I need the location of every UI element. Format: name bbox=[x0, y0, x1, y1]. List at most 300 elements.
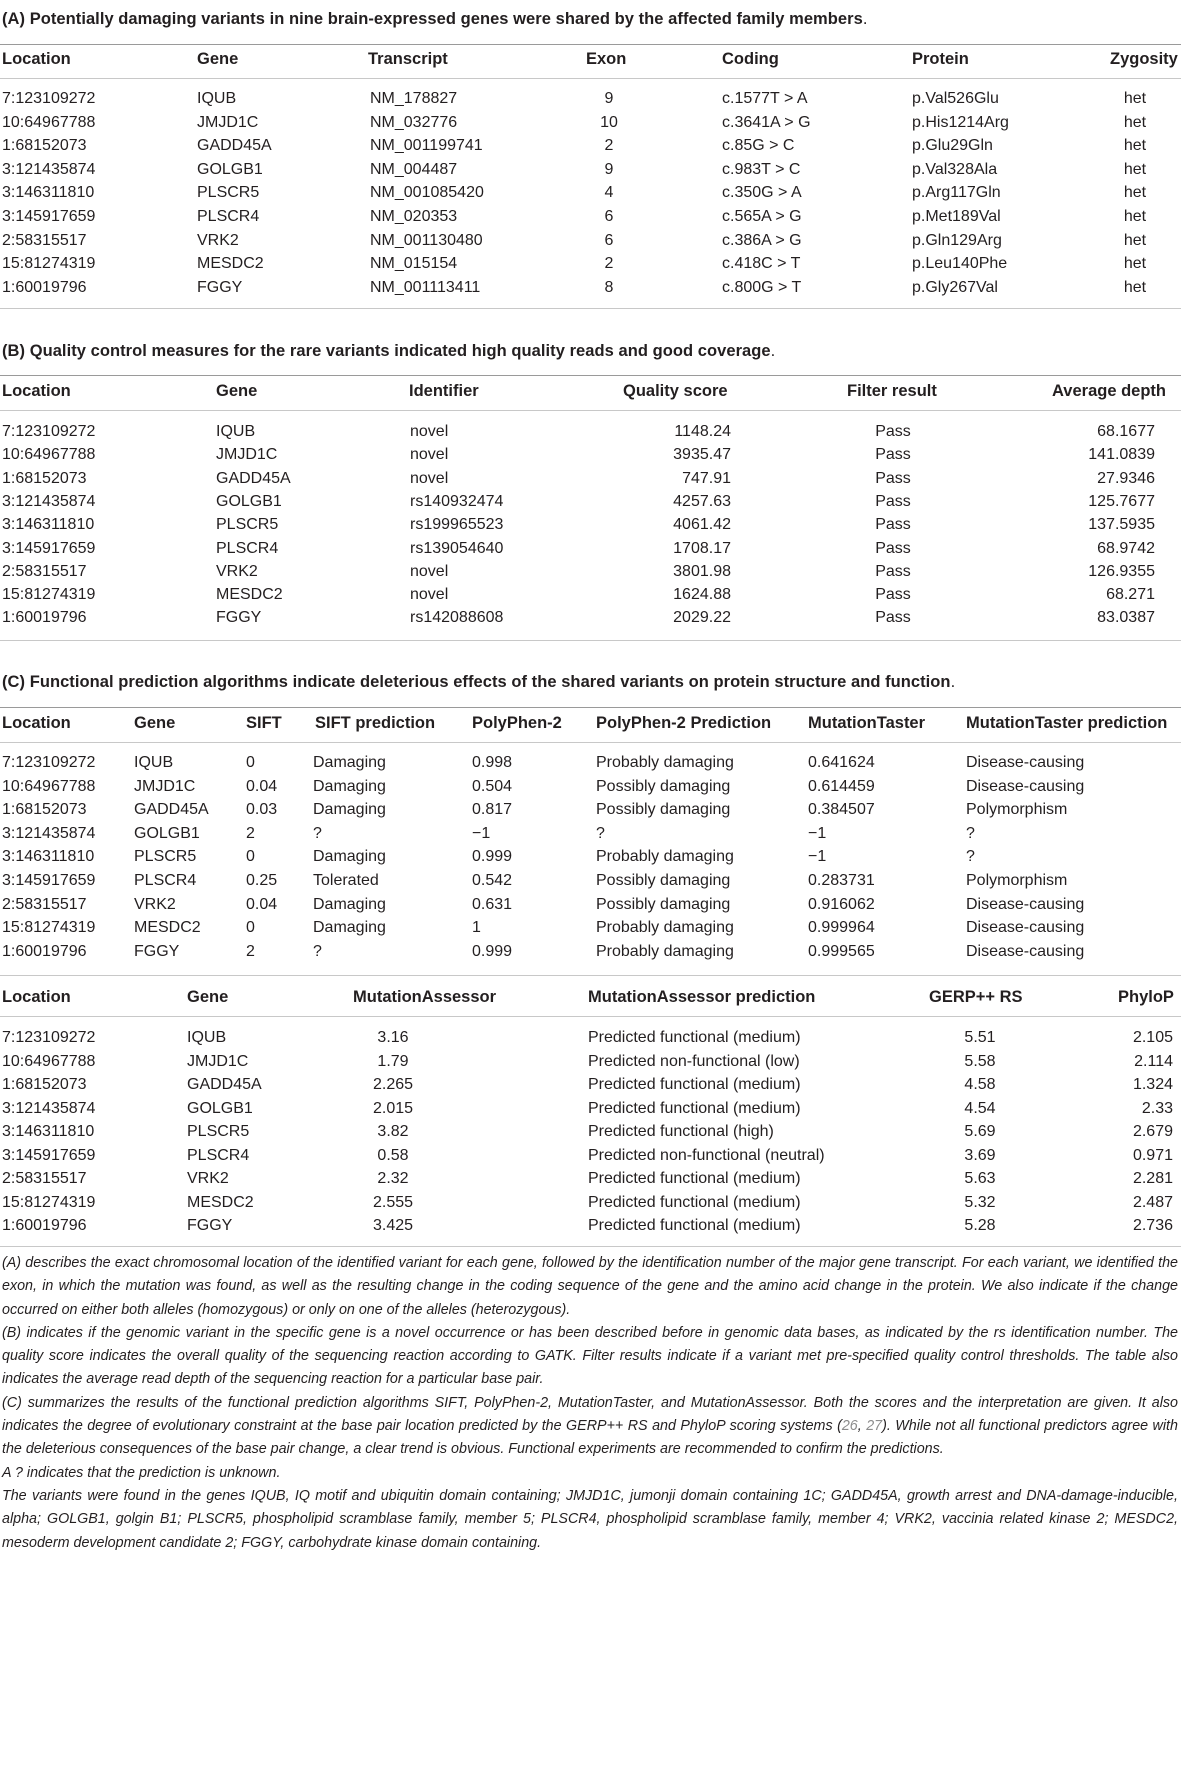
table-cell: 0.504 bbox=[472, 777, 513, 795]
table-cell: 4257.63 bbox=[673, 492, 731, 510]
table-cell: 3935.47 bbox=[673, 446, 731, 464]
table-cell: het bbox=[1123, 90, 1147, 107]
table-row bbox=[0, 941, 1181, 963]
table-cell: 2 bbox=[246, 824, 255, 842]
table-footnotes bbox=[2, 1252, 1178, 1555]
table-cell: JMJD1C bbox=[216, 446, 278, 464]
table-cell: c.3641A > G bbox=[722, 113, 811, 131]
table-cell: 0.58 bbox=[377, 1146, 409, 1164]
table-cell: 68.1677 bbox=[1097, 423, 1155, 440]
table-row bbox=[0, 491, 1181, 513]
table-cell: 2:58315517 bbox=[2, 562, 87, 580]
table-cell: c.800G > T bbox=[722, 278, 802, 296]
table-a-header bbox=[0, 48, 1181, 70]
col-header: MutationTaster prediction bbox=[966, 714, 1168, 732]
table-cell: 3801.98 bbox=[673, 562, 731, 580]
table-cell: Predicted non-functional (low) bbox=[588, 1052, 800, 1070]
table-cell: Predicted functional (medium) bbox=[588, 1099, 801, 1117]
table-cell: 3.82 bbox=[377, 1123, 409, 1140]
table-cell: Pass bbox=[875, 516, 911, 534]
table-cell: novel bbox=[410, 469, 449, 487]
table-cell: PLSCR5 bbox=[197, 184, 260, 202]
table-cell: Possibly damaging bbox=[596, 895, 731, 913]
col-header: Location bbox=[2, 382, 71, 400]
table-cell: p.Glu29Gln bbox=[912, 137, 993, 155]
rule bbox=[0, 1246, 1181, 1247]
table-c1-header bbox=[0, 712, 1181, 734]
table-cell: Damaging bbox=[313, 848, 386, 866]
table-cell: het bbox=[1123, 160, 1147, 178]
table-cell: 10:64967788 bbox=[2, 1052, 96, 1070]
table-row bbox=[0, 607, 1181, 629]
table-cell: novel bbox=[410, 562, 449, 580]
table-cell: 7:123109272 bbox=[2, 1029, 96, 1046]
table-cell: 1:60019796 bbox=[2, 942, 87, 960]
col-header: Quality score bbox=[623, 382, 728, 400]
table-cell: Pass bbox=[875, 492, 911, 510]
table-cell: p.Gln129Arg bbox=[912, 231, 1002, 249]
table-cell: Predicted non-functional (neutral) bbox=[588, 1146, 825, 1164]
table-cell: NM_001199741 bbox=[370, 137, 483, 155]
table-row bbox=[0, 468, 1181, 490]
table-cell: 0.999565 bbox=[808, 942, 875, 960]
table-cell: PLSCR5 bbox=[134, 848, 197, 866]
citation-link[interactable]: 26 bbox=[841, 1418, 858, 1435]
table-cell: 1624.88 bbox=[673, 586, 731, 604]
table-cell: 0.999964 bbox=[808, 919, 875, 937]
table-row bbox=[0, 135, 1181, 157]
table-cell: 0.384507 bbox=[808, 801, 875, 819]
table-cell: 2.114 bbox=[1134, 1052, 1173, 1070]
table-cell: het bbox=[1123, 137, 1147, 155]
table-row bbox=[0, 88, 1181, 110]
table-cell: 27.9346 bbox=[1097, 469, 1155, 487]
table-cell: 0.916062 bbox=[808, 895, 875, 913]
rule bbox=[0, 1016, 1181, 1017]
table-cell: 1708.17 bbox=[673, 539, 731, 557]
table-cell: 2 bbox=[604, 255, 614, 273]
table-row bbox=[0, 159, 1181, 181]
table-cell: Pass bbox=[875, 609, 911, 627]
rule bbox=[0, 707, 1181, 708]
table-cell: 3:145917659 bbox=[2, 1146, 96, 1164]
col-header: Location bbox=[2, 714, 71, 732]
table-cell: Predicted functional (medium) bbox=[588, 1217, 801, 1234]
table-cell: 3:146311810 bbox=[2, 516, 95, 534]
table-row bbox=[0, 1074, 1181, 1096]
table-cell: 5.69 bbox=[964, 1123, 996, 1140]
table-cell: 4.58 bbox=[964, 1076, 996, 1093]
table-cell: 2 bbox=[246, 942, 255, 960]
table-cell: 3:121435874 bbox=[2, 824, 96, 842]
section-b-title: (B) Quality control measures for the rare variants indicated high quality reads and good coverage. bbox=[2, 342, 776, 360]
table-cell: 3.425 bbox=[372, 1217, 414, 1234]
table-cell: 15:81274319 bbox=[2, 919, 96, 937]
table-cell: 2:58315517 bbox=[2, 231, 87, 249]
table-cell: 141.0839 bbox=[1088, 446, 1155, 464]
table-cell: 10:64967788 bbox=[2, 777, 96, 795]
table-row bbox=[0, 1027, 1181, 1049]
col-header: Location bbox=[2, 988, 71, 1006]
table-cell: 83.0387 bbox=[1097, 609, 1155, 627]
table-cell: 1:60019796 bbox=[2, 278, 87, 296]
table-cell: JMJD1C bbox=[134, 777, 196, 795]
table-cell: −1 bbox=[808, 848, 827, 866]
table-cell: ? bbox=[313, 942, 322, 960]
section-c-title: (C) Functional prediction algorithms indicate deleterious effects of the shared variants on protein structure and function. bbox=[2, 673, 956, 691]
table-cell: ? bbox=[313, 824, 322, 842]
table-row bbox=[0, 776, 1181, 798]
table-cell: 0 bbox=[246, 848, 255, 866]
table-cell: 5.58 bbox=[964, 1052, 996, 1070]
table-cell: ? bbox=[966, 848, 975, 866]
col-header: Zygosity bbox=[1110, 50, 1178, 68]
table-cell: NM_001113411 bbox=[370, 278, 481, 296]
citation-link[interactable]: 27 bbox=[866, 1418, 883, 1435]
table-cell: NM_178827 bbox=[370, 90, 458, 107]
rule bbox=[0, 78, 1181, 79]
table-cell: 1 bbox=[472, 919, 481, 937]
table-cell: 9 bbox=[604, 160, 614, 178]
table-cell: 1:68152073 bbox=[2, 801, 87, 819]
table-cell: GOLGB1 bbox=[216, 492, 282, 510]
table-cell: 15:81274319 bbox=[2, 255, 96, 273]
table-row bbox=[0, 1168, 1181, 1190]
table-cell: 3:145917659 bbox=[2, 208, 96, 225]
table-b-header bbox=[0, 380, 1181, 402]
table-cell: 3:145917659 bbox=[2, 539, 96, 557]
table-cell: 68.271 bbox=[1106, 586, 1155, 604]
table-cell: p.Gly267Val bbox=[912, 278, 998, 296]
table-cell: p.Met189Val bbox=[912, 208, 1001, 225]
table-cell: 0 bbox=[246, 754, 255, 771]
table-cell: 3:146311810 bbox=[2, 184, 95, 202]
table-cell: Possibly damaging bbox=[596, 777, 731, 795]
table-cell: FGGY bbox=[134, 942, 180, 960]
table-cell: 1:68152073 bbox=[2, 1076, 87, 1093]
table-cell: p.His1214Arg bbox=[912, 113, 1009, 131]
table-cell: c.350G > A bbox=[722, 184, 802, 202]
table-cell: PLSCR5 bbox=[187, 1123, 250, 1140]
table-cell: Probably damaging bbox=[596, 919, 734, 937]
table-cell: novel bbox=[410, 423, 449, 440]
table-cell: p.Val328Ala bbox=[912, 160, 998, 178]
table-cell: novel bbox=[410, 586, 449, 604]
table-cell: 15:81274319 bbox=[2, 586, 96, 604]
table-cell: 2.33 bbox=[1141, 1099, 1173, 1117]
col-header: Identifier bbox=[409, 382, 479, 400]
table-cell: Probably damaging bbox=[596, 942, 734, 960]
table-cell: 3.16 bbox=[377, 1029, 409, 1046]
table-cell: Pass bbox=[875, 586, 911, 604]
table-cell: p.Leu140Phe bbox=[912, 255, 1008, 273]
table-cell: 0.999 bbox=[472, 942, 513, 960]
table-cell: het bbox=[1123, 231, 1147, 249]
rule bbox=[0, 410, 1181, 411]
table-cell: 125.7677 bbox=[1088, 492, 1155, 510]
table-row bbox=[0, 444, 1181, 466]
col-header: Protein bbox=[912, 50, 969, 68]
table-cell: GOLGB1 bbox=[134, 824, 200, 842]
table-cell: Disease-causing bbox=[966, 777, 1085, 795]
table-cell: NM_001085420 bbox=[370, 184, 484, 202]
table-cell: Disease-causing bbox=[966, 942, 1085, 960]
col-header: Filter result bbox=[847, 382, 937, 400]
table-cell: 10 bbox=[600, 113, 618, 131]
table-cell: Predicted functional (medium) bbox=[588, 1193, 801, 1211]
table-cell: 0.817 bbox=[472, 801, 513, 819]
table-cell: 7:123109272 bbox=[2, 90, 96, 107]
table-cell: 5.51 bbox=[964, 1029, 996, 1046]
table-cell: 4 bbox=[604, 184, 614, 202]
table-row bbox=[0, 206, 1181, 228]
table-row bbox=[0, 1098, 1181, 1120]
table-row bbox=[0, 823, 1181, 845]
rule bbox=[0, 44, 1181, 45]
table-cell: VRK2 bbox=[216, 562, 258, 580]
table-cell: MESDC2 bbox=[187, 1193, 254, 1211]
table-cell: 1:68152073 bbox=[2, 469, 87, 487]
table-cell: Predicted functional (medium) bbox=[588, 1170, 801, 1187]
table-cell: 0.614459 bbox=[808, 777, 875, 795]
table-cell: FGGY bbox=[216, 609, 262, 627]
table-cell: 6 bbox=[604, 208, 614, 225]
table-cell: 0 bbox=[246, 919, 255, 937]
col-header: SIFT prediction bbox=[315, 714, 436, 732]
col-header: MutationTaster bbox=[808, 714, 926, 732]
table-cell: Damaging bbox=[313, 777, 386, 795]
table-cell: c.85G > C bbox=[722, 137, 795, 155]
table-cell: Damaging bbox=[313, 919, 386, 937]
table-row bbox=[0, 894, 1181, 916]
col-header: GERP++ RS bbox=[929, 988, 1023, 1006]
table-row bbox=[0, 917, 1181, 939]
table-cell: 8 bbox=[604, 278, 614, 296]
col-header: PolyPhen-2 Prediction bbox=[596, 714, 772, 732]
table-cell: 2:58315517 bbox=[2, 1170, 87, 1187]
table-cell: 1:68152073 bbox=[2, 137, 87, 155]
table-row bbox=[0, 253, 1181, 275]
table-cell: GADD45A bbox=[216, 469, 291, 487]
table-cell: JMJD1C bbox=[197, 113, 259, 131]
table-cell: 3.69 bbox=[964, 1146, 996, 1164]
table-row bbox=[0, 752, 1181, 774]
footnote-a: (A) describes the exact chromosomal location of the identified variant for each gene, followed by the identification number of the major gene transcript. For each variant, we identified the exon, in which the mutation was found, as well as the resulting change in the coding sequence of the gene and the amino acid change in the protein. We also indicate if the change occurred on either both alleles (homozygous) or only on one of the alleles (heterozygous). bbox=[2, 1255, 1178, 1318]
table-row bbox=[0, 112, 1181, 134]
table-cell: 3:121435874 bbox=[2, 1099, 96, 1117]
table-cell: Disease-causing bbox=[966, 919, 1085, 937]
table-cell: 2 bbox=[604, 137, 614, 155]
rule bbox=[0, 742, 1181, 743]
rule bbox=[0, 375, 1181, 376]
table-row bbox=[0, 538, 1181, 560]
table-cell: 2:58315517 bbox=[2, 895, 87, 913]
table-cell: Possibly damaging bbox=[596, 801, 731, 819]
table-cell: 137.5935 bbox=[1088, 516, 1155, 534]
table-cell: 0.542 bbox=[472, 872, 513, 889]
col-header: Gene bbox=[187, 988, 229, 1006]
table-cell: Disease-causing bbox=[966, 754, 1085, 771]
table-row bbox=[0, 1215, 1181, 1237]
table-cell: Pass bbox=[875, 562, 911, 580]
table-cell: 2.487 bbox=[1132, 1193, 1173, 1211]
col-header: Transcript bbox=[368, 50, 448, 68]
col-header: Coding bbox=[722, 50, 779, 68]
table-cell: rs140932474 bbox=[410, 492, 504, 510]
col-header: Location bbox=[2, 50, 71, 68]
table-cell: IQUB bbox=[187, 1029, 227, 1046]
table-cell: Polymorphism bbox=[966, 801, 1068, 819]
table-row bbox=[0, 561, 1181, 583]
table-cell: Probably damaging bbox=[596, 754, 734, 771]
table-cell: 0.998 bbox=[472, 754, 513, 771]
col-header: MutationAssessor prediction bbox=[588, 988, 816, 1006]
table-cell: 6 bbox=[604, 231, 614, 249]
table-cell: MESDC2 bbox=[216, 586, 283, 604]
rule bbox=[0, 308, 1181, 309]
table-cell: Possibly damaging bbox=[596, 872, 731, 889]
table-cell: Pass bbox=[875, 469, 911, 487]
table-cell: 5.28 bbox=[964, 1217, 996, 1234]
table-cell: NM_004487 bbox=[370, 160, 458, 178]
table-cell: GOLGB1 bbox=[187, 1099, 253, 1117]
table-cell: ? bbox=[596, 824, 605, 842]
table-cell: c.418C > T bbox=[722, 255, 801, 273]
table-cell: c.983T > C bbox=[722, 160, 801, 178]
table-cell: PLSCR4 bbox=[134, 872, 197, 889]
rule bbox=[0, 640, 1181, 641]
table-cell: 2029.22 bbox=[673, 609, 731, 627]
table-cell: rs199965523 bbox=[410, 516, 504, 534]
table-cell: 1.324 bbox=[1132, 1076, 1173, 1093]
table-cell: 0.641624 bbox=[808, 754, 875, 771]
table-cell: het bbox=[1123, 278, 1147, 296]
table-row bbox=[0, 846, 1181, 868]
table-cell: 0.999 bbox=[472, 848, 513, 866]
col-header: Gene bbox=[134, 714, 176, 732]
table-cell: 0.283731 bbox=[808, 872, 875, 889]
table-row bbox=[0, 277, 1181, 299]
table-cell: 2.265 bbox=[372, 1076, 414, 1093]
table-row bbox=[0, 584, 1181, 606]
table-row bbox=[0, 1121, 1181, 1143]
table-cell: VRK2 bbox=[187, 1170, 229, 1187]
table-cell: 1148.24 bbox=[674, 423, 731, 440]
col-header: Exon bbox=[586, 50, 627, 68]
table-row bbox=[0, 799, 1181, 821]
table-cell: MESDC2 bbox=[197, 255, 264, 273]
table-row bbox=[0, 421, 1181, 443]
table-cell: 3:146311810 bbox=[2, 1123, 95, 1140]
table-cell: IQUB bbox=[197, 90, 237, 107]
footnote-unknown: A ? indicates that the prediction is unknown. bbox=[2, 1464, 281, 1481]
table-cell: 747.91 bbox=[682, 469, 731, 487]
section-a-title: (A) Potentially damaging variants in nine brain-expressed genes were shared by the affected family members. bbox=[2, 10, 868, 28]
table-row bbox=[0, 1192, 1181, 1214]
table-cell: 1:60019796 bbox=[2, 609, 87, 627]
table-cell: 2.281 bbox=[1132, 1170, 1173, 1187]
table-cell: NM_015154 bbox=[370, 255, 458, 273]
table-cell: p.Val526Glu bbox=[912, 90, 999, 107]
table-cell: NM_032776 bbox=[370, 113, 458, 131]
footnote-c: (C) summarizes the results of the functional prediction algorithms SIFT, PolyPhen-2, MutationTaster, and MutationAssessor. Both the scores and the interpretation are given. It also indicates the degree of evolutionary constraint at the base pair location predicted by the GERP++ RS and PhyloP scoring systems (26, 27). While not all functional predictors agree with the deleterious consequences of the base pair change, a clear trend is obvious. Functional experiments are recommended to confirm the predictions. bbox=[2, 1394, 1178, 1458]
table-cell: FGGY bbox=[197, 278, 243, 296]
table-cell: VRK2 bbox=[197, 231, 239, 249]
table-cell: 1:60019796 bbox=[2, 1217, 87, 1234]
table-cell: Polymorphism bbox=[966, 872, 1068, 889]
table-cell: 2.105 bbox=[1132, 1029, 1173, 1046]
table-cell: 3:145917659 bbox=[2, 872, 96, 889]
table-cell: GADD45A bbox=[187, 1076, 262, 1093]
table-cell: JMJD1C bbox=[187, 1052, 249, 1070]
table-cell: Pass bbox=[875, 446, 911, 464]
table-cell: 9 bbox=[604, 90, 614, 107]
table-row bbox=[0, 870, 1181, 892]
table-cell: Predicted functional (high) bbox=[588, 1123, 774, 1140]
table-cell: 0.631 bbox=[472, 895, 513, 913]
table-cell: c.386A > G bbox=[722, 231, 802, 249]
col-header: Gene bbox=[197, 50, 239, 68]
table-cell: Predicted functional (medium) bbox=[588, 1029, 801, 1046]
table-cell: 2.32 bbox=[377, 1170, 409, 1187]
table-cell: GOLGB1 bbox=[197, 160, 263, 178]
table-cell: 3:121435874 bbox=[2, 160, 96, 178]
table-row bbox=[0, 1051, 1181, 1073]
table-cell: NM_020353 bbox=[370, 208, 458, 225]
table-cell: PLSCR4 bbox=[197, 208, 260, 225]
table-cell: het bbox=[1123, 255, 1147, 273]
table-cell: 0.03 bbox=[246, 801, 278, 819]
col-header: SIFT bbox=[246, 714, 282, 732]
table-cell: Damaging bbox=[313, 801, 386, 819]
table-cell: p.Arg117Gln bbox=[912, 184, 1001, 202]
table-cell: PLSCR4 bbox=[216, 539, 279, 557]
table-cell: rs139054640 bbox=[410, 539, 504, 557]
table-cell: 3:146311810 bbox=[2, 848, 95, 866]
table-row bbox=[0, 182, 1181, 204]
table-row bbox=[0, 514, 1181, 536]
table-cell: Pass bbox=[875, 539, 911, 557]
table-cell: FGGY bbox=[187, 1217, 233, 1234]
table-cell: 10:64967788 bbox=[2, 113, 96, 131]
table-cell: VRK2 bbox=[134, 895, 176, 913]
table-cell: c.1577T > A bbox=[722, 90, 808, 107]
table-cell: 2.736 bbox=[1132, 1217, 1173, 1234]
table-row bbox=[0, 1145, 1181, 1167]
table-cell: het bbox=[1123, 113, 1147, 131]
table-cell: rs142088608 bbox=[410, 609, 504, 627]
table-cell: 0.25 bbox=[246, 872, 278, 889]
col-header: PhyloP bbox=[1118, 988, 1174, 1006]
table-cell: c.565A > G bbox=[722, 208, 802, 225]
table-cell: 2.015 bbox=[372, 1099, 414, 1117]
table-cell: 1.79 bbox=[377, 1052, 409, 1070]
table-cell: −1 bbox=[472, 824, 491, 842]
footnote-b: (B) indicates if the genomic variant in the specific gene is a novel occurrence or has been described before in genomic data bases, as indicated by the rs identification number. The quality score indicates the overall quality of the sequencing reaction according to GATK. Filter results indicate if a variant met pre-specified quality control thresholds. The table also indicates the average read depth of the sequencing reaction for a particular base pair. bbox=[2, 1324, 1178, 1388]
table-cell: IQUB bbox=[216, 423, 256, 440]
table-cell: 2.555 bbox=[372, 1193, 414, 1211]
table-cell: 0.04 bbox=[246, 777, 278, 795]
table-cell: 15:81274319 bbox=[2, 1193, 96, 1211]
table-cell: Probably damaging bbox=[596, 848, 734, 866]
table-cell: het bbox=[1123, 184, 1147, 202]
table-cell: 7:123109272 bbox=[2, 423, 96, 440]
table-cell: 5.63 bbox=[964, 1170, 996, 1187]
table-cell: NM_001130480 bbox=[370, 231, 483, 249]
table-cell: 0.971 bbox=[1132, 1146, 1173, 1164]
table-cell: 7:123109272 bbox=[2, 754, 96, 771]
table-cell: 4061.42 bbox=[673, 516, 731, 534]
